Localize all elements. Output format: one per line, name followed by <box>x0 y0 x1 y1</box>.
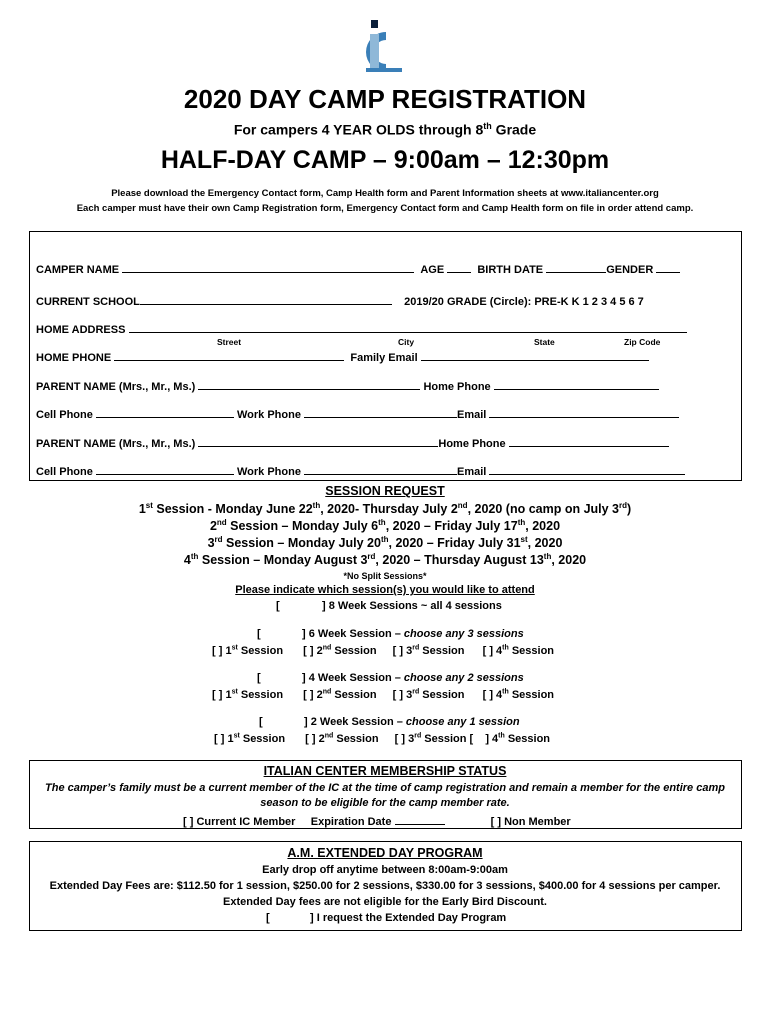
cell-phone-1-label: Cell Phone <box>36 409 93 421</box>
choice-2-session-2[interactable]: [ ] 2nd Session <box>305 732 379 745</box>
cell-phone-2-label: Cell Phone <box>36 466 93 478</box>
extended-day-bracket[interactable]: [ <box>266 912 270 924</box>
family-email-label: Family Email <box>350 352 418 364</box>
session-request-heading: SESSION REQUEST <box>325 484 445 498</box>
parent-name-1-field[interactable] <box>198 378 420 390</box>
choice-4-session-3[interactable]: [ ] 3rd Session <box>392 688 465 701</box>
choice-2-session-4[interactable]: ] 4th Session <box>485 732 551 745</box>
cell-phone-2-field[interactable] <box>96 463 234 475</box>
work-phone-2-field[interactable] <box>304 463 457 475</box>
choice-4-session-4[interactable]: [ ] 4th Session <box>482 688 555 701</box>
choice-6-session-1[interactable]: [ ] 1st Session <box>212 644 284 657</box>
membership-text-2: season to be eligible for the camp member rate. <box>260 797 510 809</box>
gender-label: GENDER <box>606 264 654 276</box>
home-address-row <box>36 321 687 336</box>
email-1-label: Email <box>457 409 487 421</box>
parent-1-contact-row <box>36 406 679 421</box>
school-row <box>36 293 644 308</box>
choice-4-session-2[interactable]: [ ] 2nd Session <box>303 688 377 701</box>
home-phone-2-label: Home Phone <box>438 438 506 450</box>
camp-title: HALF-DAY CAMP – 9:00am – 12:30pm <box>160 146 610 174</box>
option-6-week-bracket[interactable]: [ <box>257 628 261 640</box>
option-4-week-label: ] 4 Week Session – choose any 2 sessions <box>302 672 524 684</box>
choice-2-session-3[interactable]: [ ] 3rd Session [ <box>394 732 474 745</box>
parent-2-row <box>36 435 669 450</box>
parent-name-1-label: PARENT NAME (Mrs., Mr., Ms.) <box>36 381 196 393</box>
home-phone-1-field[interactable] <box>494 378 659 390</box>
non-member-checkbox[interactable]: [ ] Non Member <box>490 816 571 828</box>
parent-name-2-label: PARENT NAME (Mrs., Mr., Ms.) <box>36 438 196 450</box>
option-6-week-label: ] 6 Week Session – choose any 3 sessions <box>302 628 524 640</box>
work-phone-1-label: Work Phone <box>236 409 301 421</box>
option-2-week-label: ] 2 Week Session – choose any 1 session <box>304 716 520 728</box>
email-2-field[interactable] <box>489 463 685 475</box>
gender-field[interactable] <box>656 261 680 273</box>
camper-name-field[interactable] <box>122 261 414 273</box>
page-title: 2020 DAY CAMP REGISTRATION <box>183 84 587 114</box>
current-school-label: CURRENT SCHOOL <box>36 296 140 308</box>
grade-label: 2019/20 GRADE (Circle): PRE-K K 1 2 3 4 5 6 7 <box>404 296 644 308</box>
option-2-week-choices <box>214 732 550 745</box>
page-subtitle: For campers 4 YEAR OLDS through 8th Grade <box>233 121 537 138</box>
parent-name-2-field[interactable] <box>198 435 438 447</box>
instruction-line-1: Please download the Emergency Contact form, Camp Health form and Parent Information sheets at www.italiancenter.org <box>111 188 659 199</box>
extended-day-line-3: Extended Day fees are not eligible for the Early Bird Discount. <box>223 896 547 908</box>
choice-6-session-4[interactable]: [ ] 4th Session <box>482 644 555 657</box>
home-phone-label: HOME PHONE <box>36 352 112 364</box>
camper-name-label: CAMPER NAME <box>36 264 120 276</box>
choice-4-session-1[interactable]: [ ] 1st Session <box>212 688 284 701</box>
birth-date-field[interactable] <box>546 261 606 273</box>
age-label: AGE <box>420 264 445 276</box>
membership-options-row <box>183 813 571 828</box>
option-8-week-label: ] 8 Week Sessions ~ all 4 sessions <box>322 600 502 612</box>
indicate-sessions-heading: Please indicate which session(s) you would like to attend <box>235 584 535 596</box>
email-2-label: Email <box>457 466 487 478</box>
home-address-label: HOME ADDRESS <box>36 324 126 336</box>
italian-center-logo <box>364 20 404 76</box>
email-1-field[interactable] <box>489 406 679 418</box>
parent-1-row <box>36 378 659 393</box>
address-state-label: State <box>534 337 555 347</box>
address-zip-label: Zip Code <box>624 337 661 347</box>
home-address-field[interactable] <box>129 321 687 333</box>
age-field[interactable] <box>447 261 471 273</box>
current-school-field[interactable] <box>140 293 392 305</box>
current-member-checkbox[interactable]: [ ] Current IC Member <box>183 816 296 828</box>
option-4-week-choices <box>212 688 554 701</box>
choice-6-session-3[interactable]: [ ] 3rd Session <box>392 644 465 657</box>
membership-heading: ITALIAN CENTER MEMBERSHIP STATUS <box>263 764 507 778</box>
home-phone-field[interactable] <box>114 349 344 361</box>
camper-name-row <box>36 261 680 276</box>
home-phone-1-label: Home Phone <box>423 381 491 393</box>
option-2-week-bracket[interactable]: [ <box>259 716 263 728</box>
work-phone-1-field[interactable] <box>304 406 457 418</box>
extended-day-request-label: ] I request the Extended Day Program <box>310 912 507 924</box>
address-city-label: City <box>398 337 415 347</box>
option-8-week-bracket[interactable]: [ <box>276 600 280 612</box>
extended-day-line-1: Early drop off anytime between 8:00am-9:00am <box>262 864 508 876</box>
choice-2-session-1[interactable]: [ ] 1st Session <box>214 732 286 745</box>
session-3-line: 3rd Session – Monday July 20th, 2020 – Friday July 31st, 2020 <box>207 535 563 551</box>
option-4-week-bracket[interactable]: [ <box>257 672 261 684</box>
session-4-line: 4th Session – Monday August 3rd, 2020 – Thursday August 13th, 2020 <box>183 552 587 568</box>
session-2-line: 2nd Session – Monday July 6th, 2020 – Friday July 17th, 2020 <box>209 518 561 534</box>
work-phone-2-label: Work Phone <box>236 466 301 478</box>
birth-date-label: BIRTH DATE <box>477 264 544 276</box>
parent-2-contact-row <box>36 463 685 478</box>
cell-phone-1-field[interactable] <box>96 406 234 418</box>
address-street-label: Street <box>217 337 242 347</box>
home-phone-row <box>36 349 649 364</box>
choice-6-session-2[interactable]: [ ] 2nd Session <box>303 644 377 657</box>
extended-day-heading: A.M. EXTENDED DAY PROGRAM <box>287 846 483 860</box>
family-email-field[interactable] <box>421 349 649 361</box>
membership-text-1: The camper’s family must be a current member of the IC at the time of camp registration and remain a member for the entire camp <box>45 782 725 794</box>
instruction-line-2: Each camper must have their own Camp Registration form, Emergency Contact form and Camp Health form on file in order attend camp. <box>76 203 694 214</box>
session-1-line: 1st Session - Monday June 22th, 2020- Thursday July 2nd, 2020 (no camp on July 3rd) <box>138 501 632 517</box>
extended-day-fees: Extended Day Fees are: $112.50 for 1 session, $250.00 for 2 sessions, $330.00 for 3 sessions, $400.00 for 4 sessions per camper. <box>49 880 721 892</box>
no-split-note: *No Split Sessions* <box>343 571 427 581</box>
option-6-week-choices <box>212 644 554 657</box>
expiration-date-label: Expiration Date <box>310 816 392 828</box>
home-phone-2-field[interactable] <box>509 435 669 447</box>
expiration-date-field[interactable] <box>395 813 445 825</box>
